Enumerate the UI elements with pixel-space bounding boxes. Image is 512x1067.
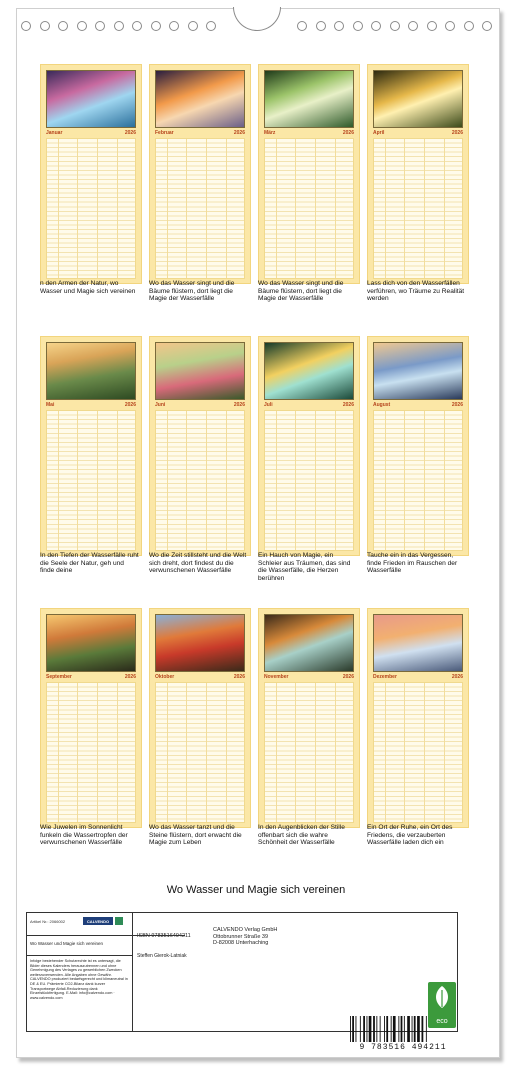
- month-year: 2026: [451, 402, 463, 408]
- month-planner-grid: [46, 138, 136, 279]
- binding-hole: [58, 21, 68, 31]
- barcode-number: 9 783516 494211: [359, 1043, 447, 1052]
- isbn: ISBN 9783516494211: [137, 933, 191, 939]
- month-name: September: [46, 674, 72, 680]
- barcode-bar: [398, 1016, 399, 1042]
- barcode-bar: [386, 1016, 388, 1042]
- info-middle: [133, 913, 311, 1031]
- barcode-bar: [356, 1016, 357, 1042]
- barcode-bar: [404, 1016, 405, 1042]
- month-caption: Wo die Zeit stillsteht und die Welt sich dreht, dort findest du die verwunschenen Wasserfälle: [149, 552, 247, 575]
- month-card: [367, 608, 469, 828]
- month-planner-grid: [155, 682, 245, 823]
- month-planner-grid: [373, 138, 463, 279]
- barcode-bar: [363, 1016, 365, 1042]
- calendar-title: Wo Wasser und Magie sich vereinen: [166, 884, 346, 896]
- binding-hole: [188, 21, 198, 31]
- month-year: 2026: [342, 402, 354, 408]
- month-planner-grid: [46, 682, 136, 823]
- month-photo: [264, 342, 354, 400]
- month-year: 2026: [124, 674, 136, 680]
- month-year: 2026: [342, 674, 354, 680]
- month-photo: [264, 70, 354, 128]
- month-header: [373, 129, 463, 137]
- month-planner-grid: [264, 410, 354, 551]
- binding-hole: [21, 21, 31, 31]
- binding-hole: [390, 21, 400, 31]
- legal-text: Infolge bestehender Schutzrechte ist es untersagt, die Bilder dieses Kalenders herauszutrennen und ohne Genehmigung des Verlages zu gewerblichen Zwecken weiterzuverwenden. Alle Angaben ohne Gewähr. CALVENDO produziert bedarfsgerecht und klimaneutral in DE & EU. Prämierte CO2-Bilanz dank kurzer Transportwege Abfall-Reduzierung dank Einzelstückfertigung. E-Mail: info@calvendo.com · www.calvendo.com: [30, 959, 128, 1000]
- publisher-line: CALVENDO Verlag GmbH: [213, 927, 278, 933]
- month-year: 2026: [124, 402, 136, 408]
- month-header: [46, 401, 136, 409]
- month-name: Februar: [155, 130, 174, 136]
- divider: [27, 955, 133, 956]
- binding-hole: [151, 21, 161, 31]
- divider: [27, 935, 133, 936]
- binding-hole: [132, 21, 142, 31]
- month-caption: Wo das Wasser tanzt und die Steine flüstern, dort erwacht die Magie zum Leben: [149, 824, 242, 847]
- month-photo: [155, 614, 245, 672]
- barcode-bar: [369, 1016, 372, 1042]
- binding-hole: [316, 21, 326, 31]
- calvendo-logo-mark: [115, 917, 123, 925]
- binding-hole: [40, 21, 50, 31]
- publisher-address: [213, 927, 277, 947]
- month-caption: In den Tiefen der Wasserfälle ruht die Seele der Natur, geh und finde deine: [40, 552, 139, 575]
- author: Steffen Gierok-Latniak: [137, 953, 187, 959]
- month-card: [258, 336, 360, 556]
- info-subtitle: Wo Wasser und Magie sich vereinen: [30, 941, 104, 946]
- month-card: [367, 336, 469, 556]
- month-photo: [155, 70, 245, 128]
- month-planner-grid: [264, 138, 354, 279]
- binding-hole: [353, 21, 363, 31]
- barcode-bar: [376, 1016, 377, 1042]
- month-photo: [155, 342, 245, 400]
- month-planner-grid: [264, 682, 354, 823]
- month-planner-grid: [373, 410, 463, 551]
- month-header: [373, 673, 463, 681]
- month-name: Mai: [46, 402, 55, 408]
- month-card: [258, 64, 360, 284]
- eco-badge: [428, 982, 456, 1028]
- month-caption: Ein Ort der Ruhe, ein Ort des Friedens, die verzauberten Wasserfälle laden dich ein: [367, 824, 453, 847]
- month-photo: [373, 342, 463, 400]
- article-number: Artikel Nr.: 2066002: [30, 919, 66, 924]
- month-planner-grid: [155, 410, 245, 551]
- month-planner-grid: [46, 410, 136, 551]
- month-caption: In den Augenblicken der Stille offenbart sich die wahre Schönheit der Wasserfälle: [258, 824, 345, 847]
- barcode-bar: [417, 1016, 420, 1042]
- month-caption: n den Armen der Natur, wo Wasser und Magie sich vereinen: [40, 280, 136, 295]
- binding-hole: [95, 21, 105, 31]
- month-year: 2026: [451, 130, 463, 136]
- barcode-bar: [422, 1016, 424, 1042]
- month-caption: Wo das Wasser singt und die Bäume flüstern, dort liegt die Magie der Wasserfälle: [258, 280, 344, 303]
- month-caption: Tauche ein in das Vergessen, finde Frieden im Rauschen der Wasserfälle: [367, 552, 458, 575]
- month-header: [373, 401, 463, 409]
- binding-hole: [77, 21, 87, 31]
- month-card: [40, 608, 142, 828]
- month-photo: [373, 614, 463, 672]
- barcode-bar: [360, 1016, 361, 1042]
- divider: [133, 935, 185, 936]
- month-header: [155, 401, 245, 409]
- month-name: Dezember: [373, 674, 397, 680]
- month-caption: Wie Juwelen im Sonnenlicht funkeln die Wassertropfen der verwunschenen Wasserfälle: [40, 824, 128, 847]
- binding-hole: [114, 21, 124, 31]
- month-card: [40, 64, 142, 284]
- month-name: April: [373, 130, 385, 136]
- month-year: 2026: [451, 674, 463, 680]
- leaf-icon: [428, 982, 456, 1012]
- month-photo: [46, 70, 136, 128]
- month-card: [40, 336, 142, 556]
- barcode-bar: [401, 1016, 403, 1042]
- month-card: [367, 64, 469, 284]
- binding-hole: [408, 21, 418, 31]
- month-name: Januar: [46, 130, 63, 136]
- binding-hole: [371, 21, 381, 31]
- barcode-bar: [380, 1016, 381, 1042]
- calvendo-logo: CALVENDO: [83, 917, 113, 925]
- barcode-bar: [367, 1016, 368, 1042]
- month-photo: [46, 614, 136, 672]
- barcode-bar: [373, 1016, 375, 1042]
- month-header: [264, 401, 354, 409]
- publisher-line: Ottobrunner Straße 39: [213, 933, 269, 940]
- month-header: [46, 673, 136, 681]
- month-year: 2026: [342, 130, 354, 136]
- month-name: März: [264, 130, 276, 136]
- month-caption: Lass dich von den Wasserfällen verführen, wo Träume zu Realität werden: [367, 280, 465, 303]
- month-photo: [46, 342, 136, 400]
- month-planner-grid: [373, 682, 463, 823]
- month-caption: Wo das Wasser singt und die Bäume flüstern, dort liegt die Magie der Wasserfälle: [149, 280, 235, 303]
- barcode-bar: [384, 1016, 385, 1042]
- month-name: August: [373, 402, 391, 408]
- month-name: November: [264, 674, 289, 680]
- barcode-bar: [414, 1016, 416, 1042]
- month-header: [264, 129, 354, 137]
- month-header: [46, 129, 136, 137]
- barcode-bar: [407, 1016, 410, 1042]
- binding-hole: [334, 21, 344, 31]
- month-header: [155, 129, 245, 137]
- month-card: [149, 336, 251, 556]
- month-caption: Ein Hauch von Magie, ein Schleier aus Träumen, das sind die Wasserfälle, die Herzen berühren: [258, 552, 351, 582]
- barcode-bar: [391, 1016, 392, 1042]
- eco-label: eco: [436, 1018, 448, 1025]
- month-year: 2026: [233, 674, 245, 680]
- barcode-bar: [426, 1016, 427, 1042]
- info-panel: [26, 912, 458, 1032]
- month-name: Juli: [264, 402, 273, 408]
- month-card: [149, 608, 251, 828]
- month-name: Oktober: [155, 674, 175, 680]
- month-photo: [373, 70, 463, 128]
- barcode-bar: [350, 1016, 351, 1042]
- month-year: 2026: [233, 402, 245, 408]
- binding-hole: [482, 21, 492, 31]
- month-name: Juni: [155, 402, 166, 408]
- month-year: 2026: [233, 130, 245, 136]
- month-header: [264, 673, 354, 681]
- publisher-line: D-82008 Unterhaching: [213, 940, 269, 947]
- binding-hole: [297, 21, 307, 31]
- binding-hole: [445, 21, 455, 31]
- month-header: [155, 673, 245, 681]
- month-planner-grid: [155, 138, 245, 279]
- binding-hole: [169, 21, 179, 31]
- barcode-bar: [412, 1016, 413, 1042]
- month-photo: [264, 614, 354, 672]
- binding-hole: [427, 21, 437, 31]
- binding-hole: [206, 21, 216, 31]
- month-year: 2026: [124, 130, 136, 136]
- month-card: [149, 64, 251, 284]
- month-card: [258, 608, 360, 828]
- barcode-bar: [352, 1016, 354, 1042]
- info-left: [27, 913, 133, 1031]
- binding-hole: [464, 21, 474, 31]
- barcode-bar: [393, 1016, 396, 1042]
